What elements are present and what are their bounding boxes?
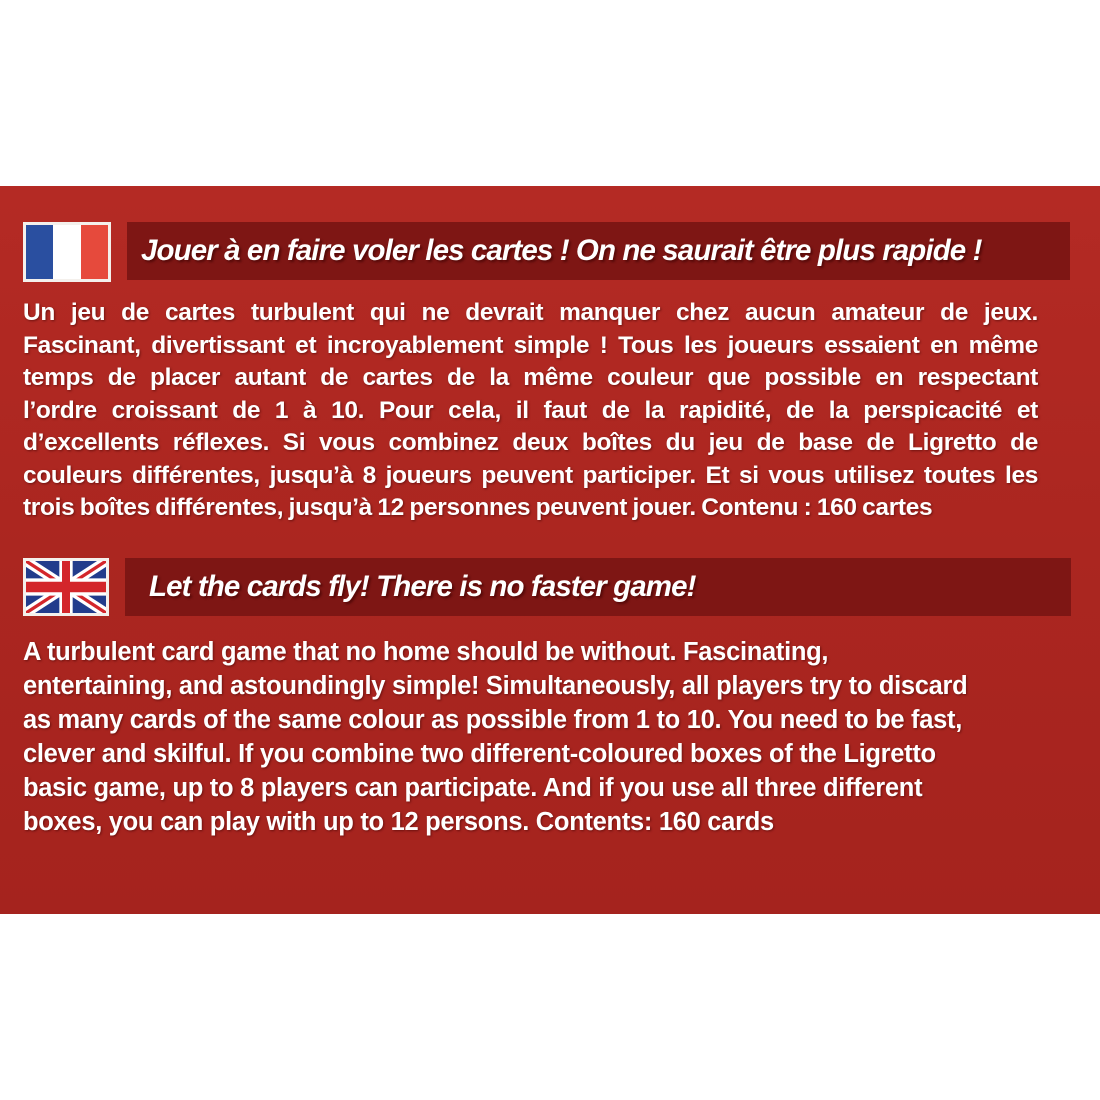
uk-flag-icon xyxy=(23,558,109,616)
french-line: Un jeu de cartes turbulent qui ne devrait manquer chez aucun amateur de jeux. xyxy=(23,299,1038,326)
english-line: A turbulent card game that no home should be without. Fascinating, xyxy=(23,638,829,666)
english-line: clever and skilful. If you combine two different-coloured boxes of the Ligretto xyxy=(23,740,936,768)
french-line: l’ordre croissant de 1 à 10. Pour cela, il faut de la rapidité, de la perspicacité et xyxy=(23,396,1038,424)
french-line: temps de placer autant de cartes de la même couleur que possible en respectant xyxy=(23,364,1038,391)
english-description xyxy=(23,635,1073,839)
english-line: boxes, you can play with up to 12 persons. Contents: 160 cards xyxy=(23,808,774,836)
product-description-panel xyxy=(0,186,1100,914)
english-headline: Let the cards fly! There is no faster game! xyxy=(149,570,696,603)
french-headline-bar xyxy=(127,222,1070,280)
france-flag-icon xyxy=(23,222,111,282)
french-headline: Jouer à en faire voler les cartes ! On ne saurait être plus rapide ! xyxy=(141,234,982,267)
french-line: d’excellents réflexes. Si vous combinez deux boîtes du jeu de base de Ligretto de xyxy=(23,429,1038,456)
english-line: as many cards of the same colour as possible from 1 to 10. You need to be fast, xyxy=(23,706,962,734)
french-line: Fascinant, divertissant et incroyablement simple ! Tous les joueurs essaient en même xyxy=(23,331,1038,359)
french-line: couleurs différentes, jusqu’à 8 joueurs peuvent participer. Et si vous utilisez toutes les xyxy=(23,461,1038,489)
english-line: entertaining, and astoundingly simple! Simultaneously, all players try to discard xyxy=(23,672,968,700)
english-line: basic game, up to 8 players can participate. And if you use all three different xyxy=(23,774,923,802)
english-headline-bar xyxy=(125,558,1071,616)
french-description xyxy=(23,297,1038,525)
french-line: trois boîtes différentes, jusqu’à 12 personnes peuvent jouer. Contenu : 160 cartes xyxy=(23,494,933,521)
uk-flag-graphic xyxy=(26,561,106,613)
